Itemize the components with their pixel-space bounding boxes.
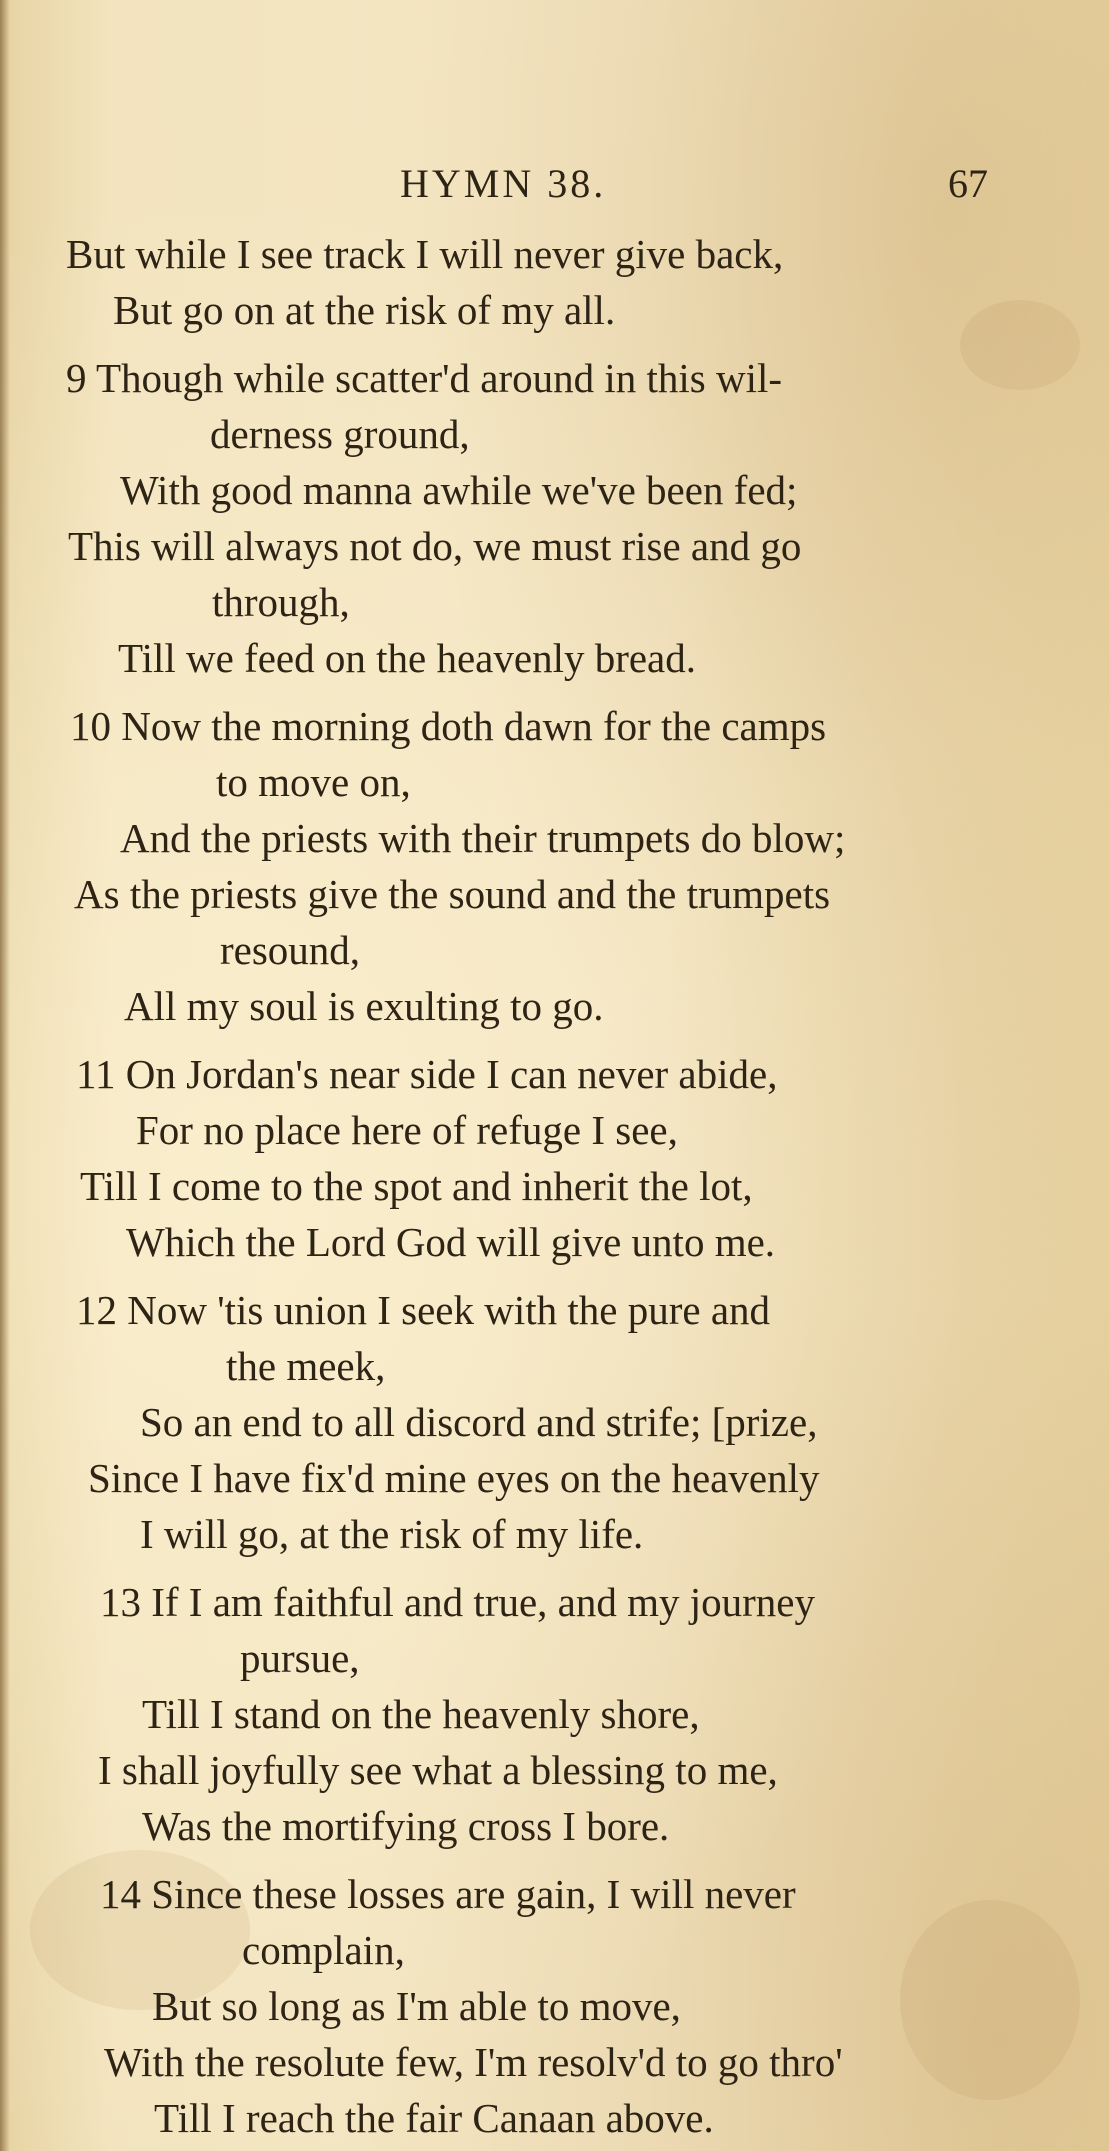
- verse-start-line: 12 Now 'tis union I seek with the pure and: [76, 1287, 771, 1333]
- page-edge-shadow: [0, 0, 10, 2151]
- hymn-line: With the resolute few, I'm resolv'd to go thro': [104, 2039, 843, 2085]
- hymn-line: pursue,: [240, 1635, 360, 1681]
- hymn-title: HYMN 38.: [400, 161, 607, 206]
- page-number: 67: [948, 161, 988, 206]
- hymn-line: Till I come to the spot and inherit the lot,: [80, 1163, 753, 1209]
- verse-start-line: 13 If I am faithful and true, and my journey: [100, 1579, 815, 1625]
- hymn-line: This will always not do, we must rise and go: [68, 523, 802, 569]
- verse-start-line: 10 Now the morning doth dawn for the camps: [70, 703, 827, 749]
- hymn-line: So an end to all discord and strife; [prize,: [140, 1399, 818, 1445]
- hymn-line: resound,: [220, 927, 361, 973]
- hymn-line: to move on,: [216, 759, 411, 805]
- paper-stain: [960, 300, 1080, 390]
- hymn-line: the meek,: [226, 1343, 386, 1389]
- hymn-line: Till I reach the fair Canaan above.: [154, 2095, 714, 2141]
- hymn-line: I will go, at the risk of my life.: [140, 1511, 644, 1557]
- hymn-line: through,: [212, 579, 350, 625]
- paper-stain: [900, 1900, 1080, 2100]
- hymn-line: As the priests give the sound and the trumpets: [74, 871, 831, 917]
- hymn-line: Which the Lord God will give unto me.: [126, 1219, 776, 1265]
- hymn-line: With good manna awhile we've been fed;: [120, 467, 798, 513]
- verse-start-line: 11 On Jordan's near side I can never abide,: [76, 1051, 778, 1097]
- hymn-line: And the priests with their trumpets do blow;: [120, 815, 846, 861]
- hymn-line: Was the mortifying cross I bore.: [142, 1803, 670, 1849]
- running-head: [0, 160, 1109, 220]
- hymn-line: I shall joyfully see what a blessing to me,: [98, 1747, 778, 1793]
- hymn-line: Since I have fix'd mine eyes on the heavenly: [88, 1455, 820, 1501]
- hymn-line: derness ground,: [210, 411, 470, 457]
- hymn-line: Till we feed on the heavenly bread.: [118, 635, 697, 681]
- hymn-line: But while I see track I will never give back,: [66, 231, 784, 277]
- hymn-line: But so long as I'm able to move,: [152, 1983, 681, 2029]
- hymn-line: For no place here of refuge I see,: [136, 1107, 678, 1153]
- hymn-line: Till I stand on the heavenly shore,: [142, 1691, 700, 1737]
- verse-start-line: 14 Since these losses are gain, I will never: [100, 1871, 796, 1917]
- hymn-line: complain,: [242, 1927, 405, 1973]
- hymn-line: But go on at the risk of my all.: [113, 287, 616, 333]
- verse-start-line: 9 Though while scatter'd around in this wil-: [66, 355, 783, 401]
- hymn-line: All my soul is exulting to go.: [124, 983, 604, 1029]
